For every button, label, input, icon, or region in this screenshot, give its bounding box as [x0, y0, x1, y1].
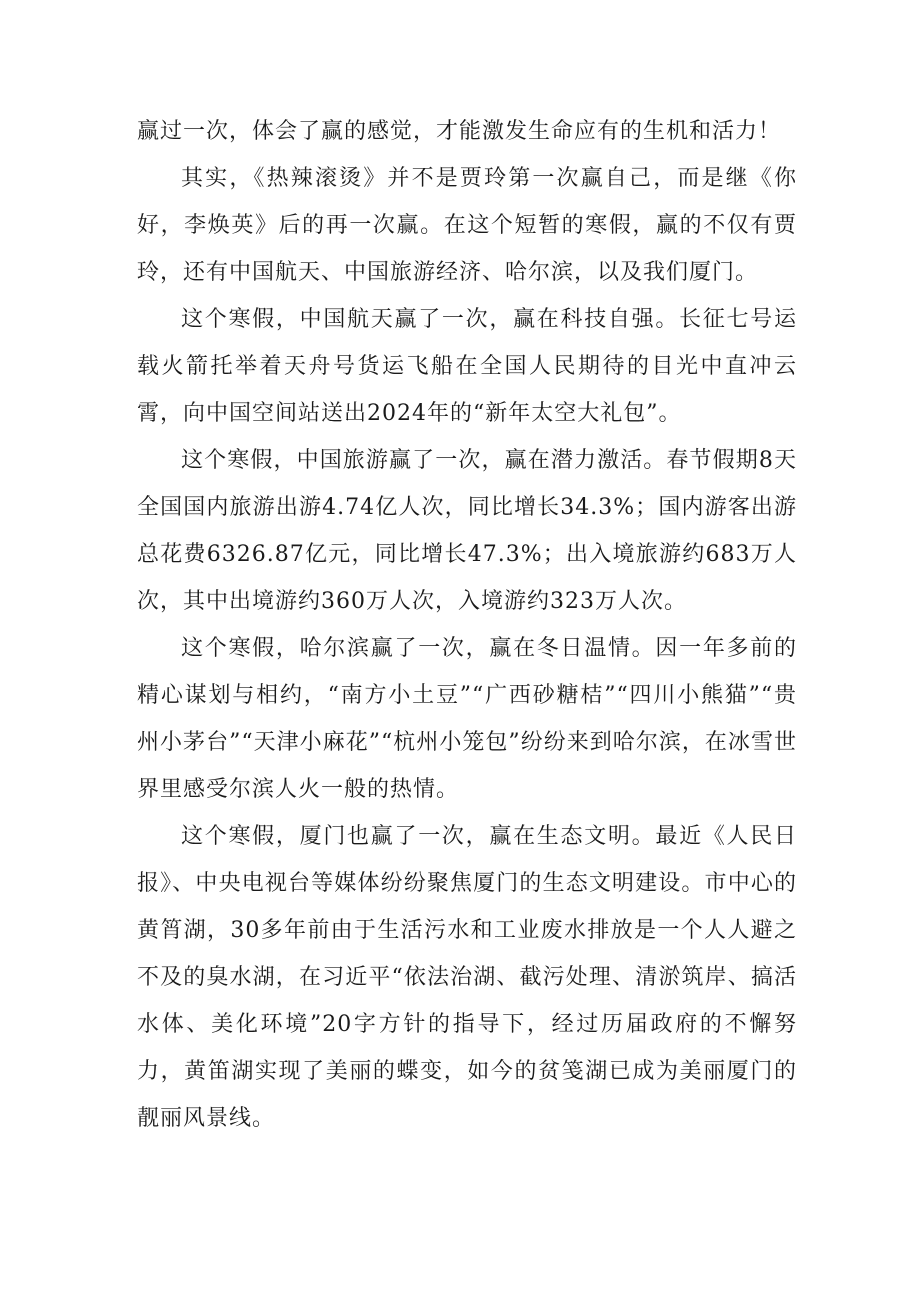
paragraph-aerospace: 这个寒假，中国航天赢了一次，赢在科技自强。长征七号运载火箭托举着天舟号货运飞船在全国人民期待的目光中直冲云霄，向中国空间站送出2024年的“新年太空大礼包”。	[137, 307, 797, 426]
paragraph-xiamen: 这个寒假，厦门也赢了一次，赢在生态文明。最近《人民日报》、中央电视台等媒体纷纷聚焦厦门的生态文明建设。市中心的黄筲湖，30多年前由于生活污水和工业废水排放是一个人人避之不及的臭水湖，在习近平“依法治湖、截污处理、清淤筑岸、搞活水体、美化环境”20字方针的指导下，经过历届政府的不懈努力，黄笛湖实现了美丽的蝶变，如今的贫笺湖已成为美丽厦门的靓丽风景线。	[137, 824, 797, 1131]
paragraph-harbin: 这个寒假，哈尔滨赢了一次，赢在冬日温情。因一年多前的精心谋划与相约，“南方小土豆”“广西砂糖桔”“四川小熊猫”“贵州小茅台”“天津小麻花”“杭州小笼包”纷纷来到哈尔滨，在冰雪世界里感受尔滨人火一般的热情。	[137, 636, 797, 802]
paragraph-jia-ling: 其实，《热辣滚烫》并不是贾玲第一次赢自己，而是继《你好，李焕英》后的再一次赢。在这个短暂的寒假，赢的不仅有贾玲，还有中国航天、中国旅游经济、哈尔滨，以及我们厦门。	[137, 166, 797, 285]
paragraph-continued: 赢过一次，体会了赢的感觉，才能激发生命应有的生机和活力！	[137, 119, 782, 144]
paragraph-tourism: 这个寒假，中国旅游赢了一次，赢在潜力激活。春节假期8天全国国内旅游出游4.74亿人次，同比增长34.3%；国内游客出游总花费6326.87亿元，同比增长47.3%；出入境旅游约683万人次，其中出境游约360万人次，入境游约323万人次。	[137, 448, 797, 614]
article-body	[137, 108, 797, 1142]
